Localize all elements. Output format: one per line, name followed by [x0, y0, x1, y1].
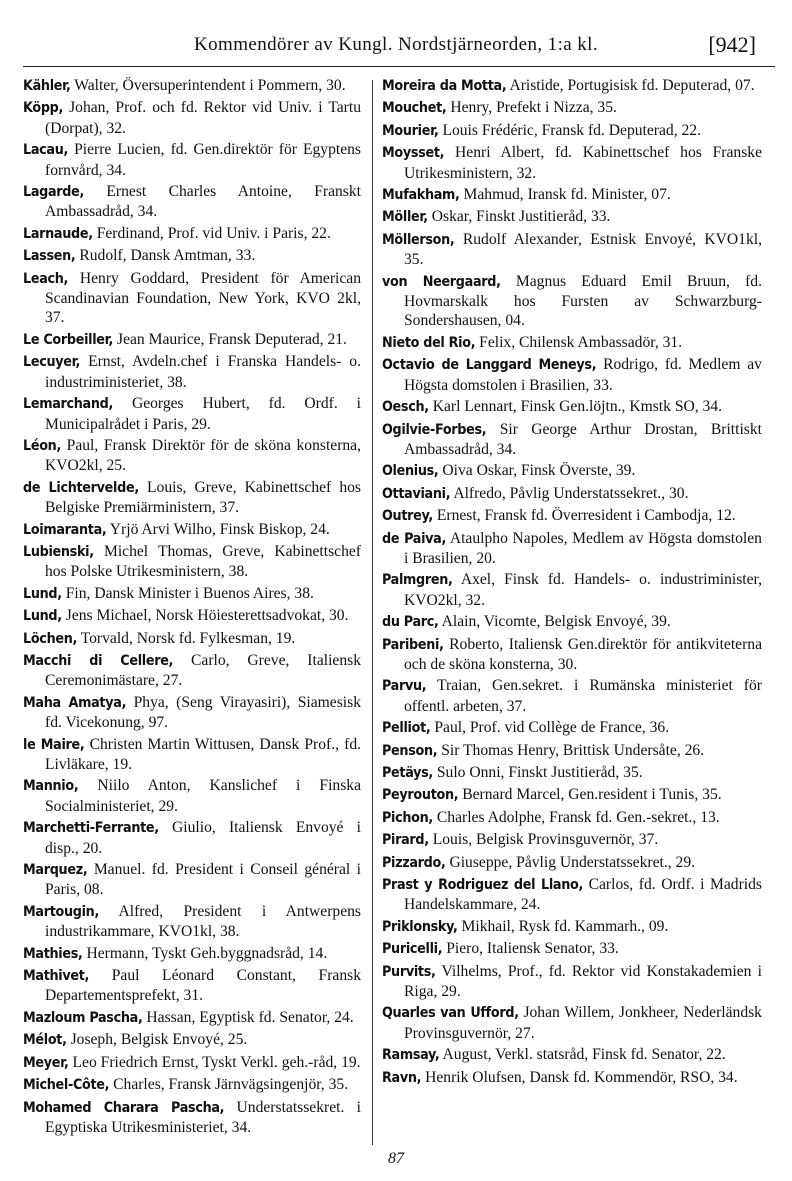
entry-name: Mourier,: [382, 122, 439, 139]
entry-name: Puricelli,: [382, 941, 443, 958]
list-item: [23, 584, 361, 604]
entry-name: Moysset,: [382, 145, 445, 162]
entry-text: Henry Goddard, President för American Scandinavian Foundation, New York, KVO 2kl, 37.: [45, 269, 362, 327]
entry-text: Sir George Arthur Drostan, Brittiskt Ambassadråd, 34.: [404, 420, 762, 458]
entry-name: Lecuyer,: [23, 354, 81, 371]
entry-text: Charles, Fransk Järnvägsingenjör, 35.: [113, 1076, 349, 1094]
list-item: [23, 1008, 361, 1028]
entry-name: Olenius,: [382, 463, 439, 480]
entry-name: Michel-Côte,: [23, 1077, 110, 1094]
entry-text: Bernard Marcel, Gen.resident i Tunis, 35.: [462, 786, 722, 804]
page-signature: 87: [388, 1150, 404, 1167]
list-item: [382, 272, 762, 331]
list-item: [23, 1075, 361, 1095]
list-item: [382, 853, 762, 873]
entry-name: Mathies,: [23, 945, 83, 962]
entry-text: Niilo Anton, Kanslichef i Finska Socialministeriet, 29.: [45, 777, 361, 815]
list-item: [23, 651, 361, 691]
entry-text: Axel, Finsk fd. Handels- o. industriminister, KVO2kl, 32.: [404, 571, 762, 609]
list-item: [382, 355, 762, 395]
entry-name: Outrey,: [382, 508, 433, 525]
entry-text: Rudolf Alexander, Estnisk Envoyé, KVO1kl, 35.: [404, 230, 762, 269]
entry-text: Hermann, Tyskt Geh.byggnadsråd, 14.: [86, 944, 328, 962]
entry-name: Larnaude,: [23, 225, 93, 242]
entry-text: Louis Frédéric, Fransk fd. Deputerad, 22.: [442, 121, 701, 139]
entry-name: Parvu,: [382, 678, 427, 695]
entry-name: Lagarde,: [23, 184, 85, 201]
list-item: [382, 763, 762, 783]
entry-text: Alfred, President i Antwerpens industrikammare, KVO1kl, 38.: [45, 902, 361, 941]
list-item: [382, 230, 762, 270]
entry-name: Marquez,: [23, 862, 88, 879]
entry-text: Paul, Fransk Direktör för de sköna konsterna, KVO2kl, 25.: [45, 436, 362, 475]
entry-text: Carlos, fd. Ordf. i Madrids Handelskammare, 24.: [404, 876, 762, 914]
entry-text: Giuseppe, Påvlig Understatssekret., 29.: [449, 853, 696, 871]
entry-name: Mathivet,: [23, 968, 90, 985]
list-item: [382, 1003, 762, 1043]
entry-text: Charles Adolphe, Fransk fd. Gen.-sekret., 13.: [436, 808, 720, 826]
entry-name: Löchen,: [23, 630, 78, 647]
entry-name: Pichon,: [382, 809, 433, 826]
page-header: [0, 34, 792, 64]
entry-name: Ogilvie-Forbes,: [382, 421, 487, 438]
entry-name: Marchetti-Ferrante,: [23, 820, 159, 837]
entry-name: Meyer,: [23, 1054, 69, 1071]
list-item: [382, 98, 762, 118]
list-item: [382, 506, 762, 526]
entry-text: Henry, Prefekt i Nizza, 35.: [450, 99, 617, 117]
entry-text: Magnus Eduard Emil Bruun, fd. Hovmarskalk hos Fursten av Schwarzburg-Sondershausen, 04.: [404, 272, 762, 330]
list-item: [23, 606, 361, 626]
entry-name: Mouchet,: [382, 100, 447, 117]
entry-name: Quarles van Ufford,: [382, 1005, 519, 1022]
entry-text: Ernst, Avdeln.chef i Franska Handels- o. industriministeriet, 38.: [45, 353, 361, 391]
entry-text: Traian, Gen.sekret. i Rumänska ministeriet för offentl. arbeten, 37.: [404, 677, 762, 715]
entry-text: Aristide, Portugisisk fd. Deputerad, 07.: [509, 77, 755, 94]
list-item: [382, 333, 762, 353]
list-item: [23, 269, 361, 328]
list-item: [382, 830, 762, 850]
entry-name: Lund,: [23, 585, 62, 602]
list-item: [23, 944, 361, 964]
entry-text: Georges Hubert, fd. Ordf. i Municipalrådet i Paris, 29.: [45, 395, 361, 433]
list-item: [23, 902, 361, 942]
column-divider: [372, 80, 373, 1145]
list-item: [382, 1045, 762, 1065]
entry-text: Jens Michael, Norsk Höiesterettsadvokat, 30.: [65, 607, 349, 625]
list-item: [382, 718, 762, 738]
entry-name: du Parc,: [382, 614, 439, 631]
list-item: [382, 612, 762, 632]
entry-text: Louis, Greve, Kabinettschef hos Belgiske Premiärministern, 37.: [45, 478, 362, 517]
list-item: [23, 542, 361, 582]
entry-name: Prast y Rodriguez del Llano,: [382, 877, 584, 894]
entry-text: Karl Lennart, Finsk Gen.löjtn., Kmstk SO, 34.: [432, 398, 723, 416]
list-item: [382, 76, 762, 96]
entry-text: Yrjö Arvi Wilho, Finsk Biskop, 24.: [109, 520, 330, 538]
entry-name: Penson,: [382, 742, 438, 759]
entry-name: Mannio,: [23, 778, 79, 795]
list-item: [382, 121, 762, 141]
page-title: Kommendörer av Kungl. Nordstjärneorden, 1:a kl.: [194, 34, 598, 55]
entry-text: Mikhail, Rysk fd. Kammarh., 09.: [461, 917, 669, 935]
entry-name: Ramsay,: [382, 1047, 440, 1064]
entry-text: Rudolf, Dansk Amtman, 33.: [79, 247, 256, 265]
entry-text: Johan, Prof. och fd. Rektor vid Univ. i Tartu (Dorpat), 32.: [45, 99, 361, 137]
entry-name: von Neergaard,: [382, 273, 501, 290]
list-item: [382, 962, 762, 1002]
list-item: [23, 76, 361, 96]
list-item: [23, 776, 361, 816]
entry-name: Lubienski,: [23, 543, 94, 560]
entry-name: Ravn,: [382, 1069, 422, 1086]
entry-name: Le Corbeiller,: [23, 331, 114, 348]
entry-name: Priklonsky,: [382, 918, 458, 935]
entry-name: Köpp,: [23, 100, 64, 117]
list-item: [23, 140, 361, 180]
list-item: [382, 785, 762, 805]
list-item: [382, 875, 762, 915]
entry-text: Vilhelms, Prof., fd. Rektor vid Konstakademien i Riga, 29.: [404, 962, 762, 1001]
entry-text: Ataulpho Napoles, Medlem av Högsta domstolen i Brasilien, 20.: [404, 529, 762, 567]
entry-text: August, Verkl. statsråd, Finsk fd. Senator, 22.: [442, 1046, 726, 1064]
entry-text: Roberto, Italiensk Gen.direktör för antikviteterna och de sköna konsterna, 30.: [404, 635, 763, 673]
entry-text: Michel Thomas, Greve, Kabinettschef hos Polske Utrikesministern, 38.: [45, 542, 361, 581]
entry-text: Christen Martin Wittusen, Dansk Prof., fd. Livläkare, 19.: [45, 735, 362, 773]
list-item: [382, 939, 762, 959]
list-item: [382, 917, 762, 937]
entry-text: Henrik Olufsen, Dansk fd. Kommendör, RSO, 34.: [425, 1068, 738, 1086]
list-item: [382, 635, 762, 675]
list-item: [382, 741, 762, 761]
entry-name: Loimaranta,: [23, 521, 107, 538]
entry-text: Johan Willem, Jonkheer, Nederländsk Provinsguvernör, 27.: [404, 1004, 762, 1042]
entry-text: Sulo Onni, Finskt Justitieråd, 35.: [436, 764, 643, 781]
entry-name: Purvits,: [382, 963, 436, 980]
list-item: [23, 478, 361, 518]
list-item: [382, 143, 762, 183]
entry-name: Kähler,: [23, 78, 71, 94]
entry-text: Giulio, Italiensk Envoyé i disp., 20.: [45, 819, 361, 857]
list-item: [23, 246, 361, 266]
entry-text: Ernest, Fransk fd. Överresident i Cambodja, 12.: [436, 507, 736, 525]
list-item: [23, 966, 361, 1006]
entry-text: Carlo, Greve, Italiensk Ceremonimästare, 27.: [45, 651, 361, 690]
entry-text: Louis, Belgisk Provinsguvernör, 37.: [432, 831, 659, 849]
entry-name: Paribeni,: [382, 636, 444, 653]
list-item: [23, 182, 361, 222]
entry-text: Mahmud, Iransk fd. Minister, 07.: [463, 186, 671, 204]
entry-name: Lemarchand,: [23, 396, 114, 413]
entry-name: Peyrouton,: [382, 787, 459, 804]
entry-name: Maha Amatya,: [23, 694, 127, 711]
entry-name: Martougin,: [23, 903, 100, 920]
entry-name: Moreira da Motta,: [382, 78, 507, 94]
list-item: [23, 394, 361, 434]
entry-text: Ernest Charles Antoine, Franskt Ambassadråd, 34.: [45, 183, 361, 221]
list-item: [23, 818, 361, 858]
entry-text: Joseph, Belgisk Envoyé, 25.: [70, 1031, 248, 1049]
entry-text: Walter, Översuperintendent i Pommern, 30.: [74, 77, 346, 94]
entry-text: Manuel. fd. President i Conseil général i Paris, 08.: [45, 861, 362, 899]
list-item: [382, 529, 762, 569]
entry-text: Phya, (Seng Virayasiri), Siamesisk fd. Vicekonung, 97.: [45, 693, 361, 732]
entry-text: Paul Léonard Constant, Fransk Departementsprefekt, 31.: [45, 967, 361, 1005]
entry-name: Lacau,: [23, 142, 69, 159]
entry-text: Paul, Prof. vid Collège de France, 36.: [434, 719, 670, 737]
entry-text: Henri Albert, fd. Kabinettschef hos Franske Utrikesministern, 32.: [404, 144, 762, 182]
list-item: [23, 224, 361, 244]
entry-name: de Paiva,: [382, 530, 447, 547]
list-item: [382, 570, 762, 610]
entry-text: Understatssekret. i Egyptiska Utrikesministeriet, 34.: [45, 1098, 361, 1136]
entry-name: Möller,: [382, 209, 428, 226]
entry-text: Jean Maurice, Fransk Deputerad, 21.: [117, 330, 347, 348]
list-item: [382, 676, 762, 716]
entry-name: de Lichtervelde,: [23, 479, 139, 496]
entry-name: Nieto del Rio,: [382, 334, 476, 351]
list-item: [23, 98, 361, 138]
list-item: [23, 1098, 361, 1138]
entry-text: Torvald, Norsk fd. Fylkesman, 19.: [80, 629, 296, 647]
list-item: [382, 1068, 762, 1088]
list-item: [23, 735, 361, 775]
entry-name: Mohamed Charara Pascha,: [23, 1099, 225, 1116]
entry-name: Palmgren,: [382, 572, 453, 589]
entry-name: Léon,: [23, 437, 62, 454]
entry-name: Mazloum Pascha,: [23, 1009, 143, 1026]
list-item: [23, 436, 361, 476]
right-column: [382, 76, 762, 1090]
entry-text: Ferdinand, Prof. vid Univ. i Paris, 22.: [96, 224, 331, 242]
entry-text: Pierre Lucien, fd. Gen.direktör för Egyptens fornvård, 34.: [45, 141, 361, 179]
header-rule: [23, 66, 775, 67]
list-item: [382, 207, 762, 227]
list-item: [382, 397, 762, 417]
entry-text: Alfredo, Påvlig Understatssekret., 30.: [453, 484, 689, 502]
list-item: [382, 185, 762, 205]
entry-name: Octavio de Langgard Meneys,: [382, 357, 597, 374]
list-item: [382, 808, 762, 828]
entry-name: Petäys,: [382, 765, 433, 781]
left-column: [23, 76, 361, 1139]
entry-name: Mélot,: [23, 1032, 67, 1049]
entry-text: Leo Friedrich Ernst, Tyskt Verkl. geh.-råd, 19.: [72, 1053, 361, 1071]
list-item: [23, 352, 361, 392]
entry-name: Pizzardo,: [382, 854, 446, 871]
entry-text: Hassan, Egyptisk fd. Senator, 24.: [146, 1008, 354, 1026]
entry-name: le Maire,: [23, 736, 85, 753]
entry-name: Lund,: [23, 608, 62, 625]
entry-name: Mufakham,: [382, 187, 460, 204]
entry-text: Oskar, Finskt Justitieråd, 33.: [431, 208, 611, 226]
entry-text: Fin, Dansk Minister i Buenos Aires, 38.: [65, 584, 314, 602]
entry-name: Leach,: [23, 270, 69, 287]
entry-text: Felix, Chilensk Ambassadör, 31.: [479, 333, 683, 351]
entry-name: Ottaviani,: [382, 485, 451, 502]
entry-text: Rodrigo, fd. Medlem av Högsta domstolen i Brasilien, 33.: [404, 356, 762, 394]
entry-name: Pirard,: [382, 832, 429, 849]
list-item: [23, 520, 361, 540]
entry-name: Oesch,: [382, 399, 429, 416]
entry-text: Sir Thomas Henry, Brittisk Undersåte, 26.: [441, 741, 705, 759]
list-item: [23, 860, 361, 900]
list-item: [23, 693, 361, 733]
list-item: [23, 629, 361, 649]
list-item: [23, 1053, 361, 1073]
list-item: [23, 1030, 361, 1050]
entry-name: Macchi di Cellere,: [23, 652, 174, 669]
entry-text: Alain, Vicomte, Belgisk Envoyé, 39.: [441, 613, 671, 631]
entry-name: Pelliot,: [382, 720, 431, 737]
entry-name: Lassen,: [23, 248, 76, 265]
list-item: [382, 461, 762, 481]
list-item: [23, 330, 361, 350]
entry-name: Möllerson,: [382, 231, 455, 248]
entry-text: Oiva Oskar, Finsk Överste, 39.: [442, 462, 636, 480]
list-item: [382, 420, 762, 460]
page-number: [942]: [708, 32, 756, 57]
entry-text: Piero, Italiensk Senator, 33.: [446, 940, 619, 958]
list-item: [382, 484, 762, 504]
